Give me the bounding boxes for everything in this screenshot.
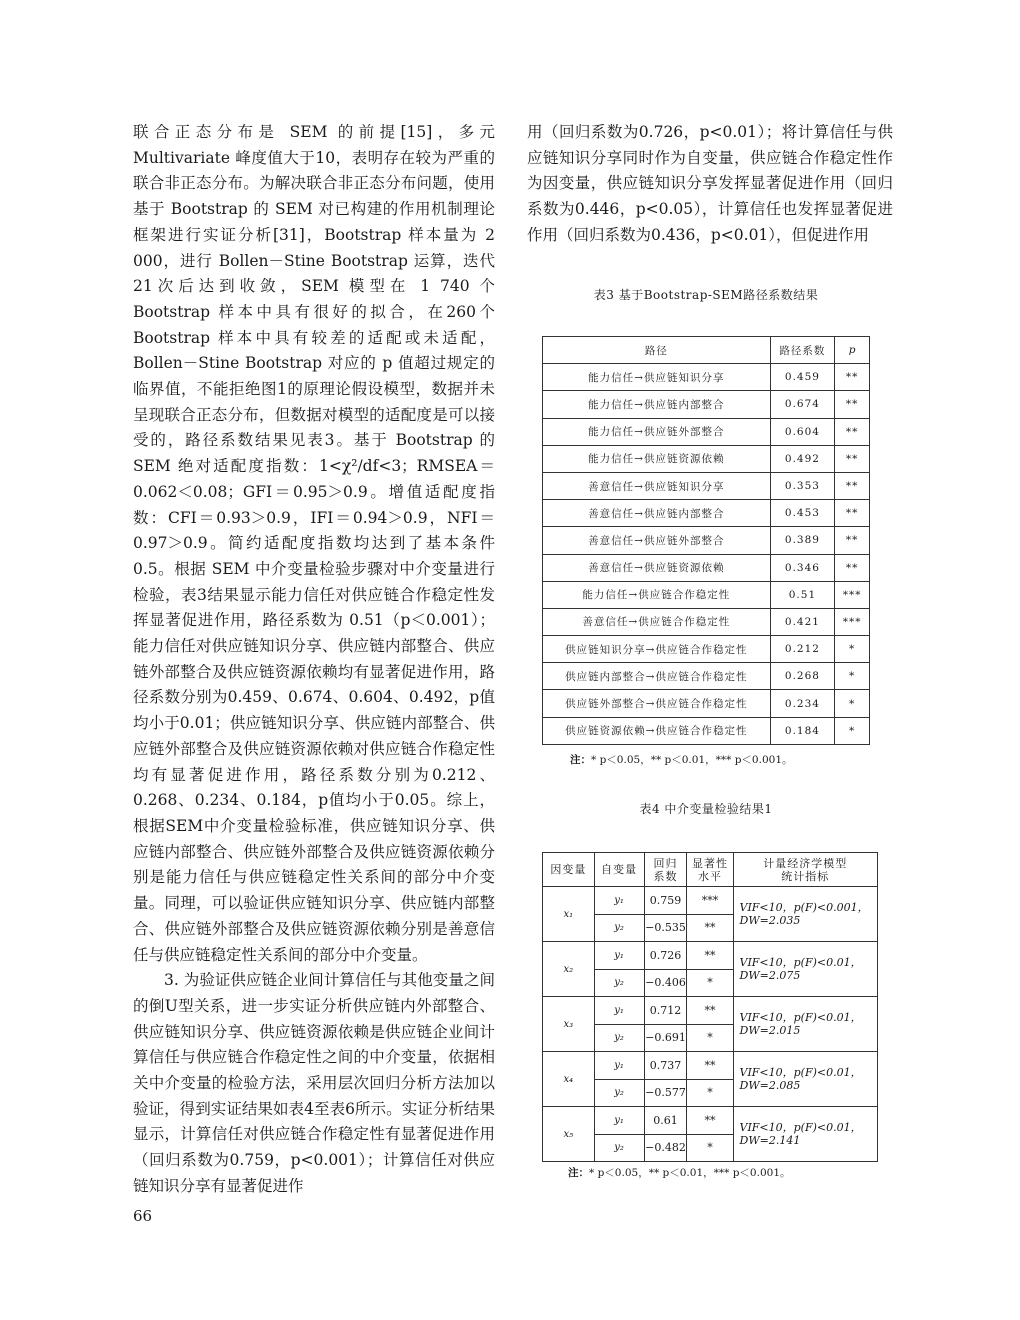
table3-caption: 表3 基于Bootstrap-SEM路径系数结果 bbox=[593, 288, 819, 302]
table4-cell-coef: −0.577 bbox=[644, 1079, 687, 1107]
table4-cell-dv: x₅ bbox=[543, 1107, 595, 1162]
table-row bbox=[543, 364, 870, 391]
table3-cell-path: 供应链内部整合→供应链合作稳定性 bbox=[543, 663, 771, 690]
table4-cell-coef: 0.759 bbox=[644, 887, 687, 915]
table-row bbox=[543, 445, 870, 472]
table4-cell-stat bbox=[733, 1107, 878, 1162]
table3-cell-path: 善意信任→供应链合作稳定性 bbox=[543, 608, 771, 635]
table4-stat-line: VIF<10，p(F)<0.01， bbox=[739, 1066, 862, 1079]
table4-header-coef: 回归 系数 bbox=[644, 853, 687, 887]
table3-cell-path: 能力信任→供应链知识分享 bbox=[543, 364, 771, 391]
table3-cell-p: * bbox=[835, 717, 870, 744]
table4-cell-coef: 0.61 bbox=[644, 1107, 687, 1135]
table4-cell-sig: * bbox=[687, 1134, 733, 1162]
table-row bbox=[543, 1052, 878, 1080]
table4-cell-sig: * bbox=[687, 969, 733, 997]
table4-caption: 表4 中介变量检验结果1 bbox=[639, 802, 773, 816]
table4-cell-sig: ** bbox=[687, 914, 733, 942]
table-row bbox=[543, 690, 870, 717]
table4-stat-line: VIF<10，p(F)<0.001， bbox=[739, 901, 869, 914]
table3-cell-p: ** bbox=[835, 364, 870, 391]
table4-stat-line: VIF<10，p(F)<0.01， bbox=[739, 956, 862, 969]
table3-cell-p: ** bbox=[835, 527, 870, 554]
table4-cell-sig: * bbox=[687, 1079, 733, 1107]
table3-cell-coef: 0.459 bbox=[770, 364, 835, 391]
table3-note-text: * p＜0.05，** p＜0.01，*** p＜0.001。 bbox=[591, 754, 793, 766]
table4-cell-coef: −0.482 bbox=[644, 1134, 687, 1162]
table3-cell-p: ** bbox=[835, 418, 870, 445]
table-row bbox=[543, 554, 870, 581]
body-paragraph-3: 用（回归系数为0.726，p<0.01）；将计算信任与供应链知识分享同时作为自变量，供应链合作稳定性作为因变量，供应链知识分享发挥显著促进作用（回归系数为0.446，p<0.05），计算信任也发挥显著促进作用（回归系数为0.436，p<0.01），但促进作用 bbox=[527, 123, 893, 244]
table4-cell-dv: x₂ bbox=[543, 942, 595, 997]
table4-cell-iv: y₁ bbox=[594, 1052, 644, 1080]
table-row bbox=[543, 500, 870, 527]
table4-cell-iv: y₁ bbox=[594, 1107, 644, 1135]
table3-cell-coef: 0.421 bbox=[770, 608, 835, 635]
table4-cell-coef: 0.726 bbox=[644, 942, 687, 970]
table4-cell-stat bbox=[733, 887, 878, 942]
table3-cell-coef: 0.212 bbox=[770, 636, 835, 663]
body-paragraph-2: 3. 为验证供应链企业间计算信任与其他变量之间的倒U型关系，进一步实证分析供应链内外部整合、供应链知识分享、供应链资源依赖是供应链企业间计算信任与供应链合作稳定性之间的中介变量，依据相关中介变量的检验方法，采用层次回归分析方法加以验证，得到实证结果如表4至表6所示。实证分析结果显示，计算信任对供应链合作稳定性有显著促进作用（回归系数为0.759，p<0.001）；计算信任对供应链知识分享有显著促进作 bbox=[133, 971, 495, 1195]
table4-note bbox=[568, 1165, 791, 1180]
table4-cell-sig: ** bbox=[687, 997, 733, 1025]
table3-body bbox=[543, 364, 870, 745]
page-number: 66 bbox=[133, 1207, 153, 1225]
table-row bbox=[543, 608, 870, 635]
table-row bbox=[543, 717, 870, 744]
table4-header-iv: 自变量 bbox=[594, 853, 644, 887]
table3-cell-coef: 0.51 bbox=[770, 581, 835, 608]
table3-cell-path: 供应链外部整合→供应链合作稳定性 bbox=[543, 690, 771, 717]
table4-stat-line: DW=2.035 bbox=[739, 914, 801, 927]
table4-stat-line: VIF<10，p(F)<0.01， bbox=[739, 1121, 862, 1134]
table4-cell-coef: 0.737 bbox=[644, 1052, 687, 1080]
table-row bbox=[543, 527, 870, 554]
table4-cell-dv: x₃ bbox=[543, 997, 595, 1052]
table4-cell-coef: −0.535 bbox=[644, 914, 687, 942]
table4-cell-iv: y₂ bbox=[594, 969, 644, 997]
table3-cell-p: * bbox=[835, 636, 870, 663]
table3-cell-coef: 0.234 bbox=[770, 690, 835, 717]
table4-stat-line: DW=2.085 bbox=[739, 1079, 801, 1092]
table4-cell-coef: 0.712 bbox=[644, 997, 687, 1025]
table4-header-sig: 显著性 水平 bbox=[687, 853, 733, 887]
table-row bbox=[543, 581, 870, 608]
table4-cell-iv: y₂ bbox=[594, 1079, 644, 1107]
table3-cell-coef: 0.453 bbox=[770, 500, 835, 527]
table4-cell-sig: *** bbox=[687, 887, 733, 915]
table4-cell-iv: y₂ bbox=[594, 1024, 644, 1052]
table3-cell-p: ** bbox=[835, 472, 870, 499]
table-row bbox=[543, 942, 878, 970]
table3-cell-p: * bbox=[835, 690, 870, 717]
table4-header-stat: 计量经济学模型 统计指标 bbox=[733, 853, 878, 887]
table3-note bbox=[570, 752, 793, 767]
table3-cell-coef: 0.268 bbox=[770, 663, 835, 690]
table4-note-label: 注： bbox=[568, 1167, 589, 1179]
table4-header-row bbox=[543, 853, 878, 887]
table4-note-text: * p＜0.05，** p＜0.01，*** p＜0.001。 bbox=[589, 1167, 791, 1179]
table4-cell-sig: ** bbox=[687, 942, 733, 970]
table3-cell-path: 能力信任→供应链外部整合 bbox=[543, 418, 771, 445]
table-row bbox=[543, 418, 870, 445]
table3 bbox=[542, 336, 870, 745]
table3-cell-coef: 0.353 bbox=[770, 472, 835, 499]
table4-cell-sig: * bbox=[687, 1024, 733, 1052]
table3-cell-path: 善意信任→供应链资源依赖 bbox=[543, 554, 771, 581]
table3-cell-coef: 0.389 bbox=[770, 527, 835, 554]
table4-cell-dv: x₁ bbox=[543, 887, 595, 942]
table4-stat-line: DW=2.075 bbox=[739, 969, 801, 982]
right-column bbox=[527, 120, 893, 249]
table-row bbox=[543, 887, 878, 915]
table3-cell-p: * bbox=[835, 663, 870, 690]
table4 bbox=[542, 852, 878, 1162]
table4-stat-line: DW=2.141 bbox=[739, 1134, 801, 1147]
table-row bbox=[543, 997, 878, 1025]
table4-cell-iv: y₁ bbox=[594, 887, 644, 915]
table4-cell-stat bbox=[733, 942, 878, 997]
table3-cell-p: ** bbox=[835, 445, 870, 472]
table3-cell-p: *** bbox=[835, 608, 870, 635]
table4-cell-dv: x₄ bbox=[543, 1052, 595, 1107]
table3-cell-coef: 0.346 bbox=[770, 554, 835, 581]
table3-header-coef: 路径系数 bbox=[770, 337, 835, 364]
table3-cell-coef: 0.184 bbox=[770, 717, 835, 744]
table3-cell-path: 能力信任→供应链资源依赖 bbox=[543, 445, 771, 472]
table4-header-dv: 因变量 bbox=[543, 853, 595, 887]
table-row bbox=[543, 391, 870, 418]
table-row bbox=[543, 636, 870, 663]
table4-cell-iv: y₁ bbox=[594, 942, 644, 970]
table3-cell-p: ** bbox=[835, 391, 870, 418]
table3-cell-p: *** bbox=[835, 581, 870, 608]
table4-stat-line: DW=2.015 bbox=[739, 1024, 801, 1037]
table-row bbox=[543, 1107, 878, 1135]
body-paragraph-1: 联合正态分布是 SEM 的前提[15]，多元 Multivariate 峰度值大于10，表明存在较为严重的联合非正态分布。为解决联合非正态分布问题，使用基于 Bootstrap 的 SEM 对已构建的作用机制理论框架进行实证分析[31]，Bootstrap 样本量为 2 000，进行 Bollen－Stine Bootstrap 运算，迭代21次后达到收敛，SEM 模型在 1 740 个 Bootstrap 样本中具有很好的拟合，在260个 Bootstrap 样本中具有较差的适配或未适配，Bollen－Stine Bootstrap 对应的 p 值超过规定的临界值，不能拒绝图1的原理论假设模型，数据并未呈现联合正态分布，但数据对模型的适配度是可以接受的，路径系数结果见表3。基于 Bootstrap 的 SEM 绝对适配度指数：1<χ²/df<3；RMSEA＝0.062＜0.08；GFI＝0.95＞0.9。增值适配度指数：CFI＝0.93＞0.9，IFI＝0.94＞0.9，NFI＝0.97＞0.9。简约适配度指数均达到了基本条件0.5。根据 SEM 中介变量检验步骤对中介变量进行检验，表3结果显示能力信任对供应链合作稳定性发挥显著促进作用，路径系数为 0.51（p＜0.001）；能力信任对供应链知识分享、供应链内部整合、供应链外部整合及供应链资源依赖均有显著促进作用，路径系数分别为0.459、0.674、0.604、0.492，p值均小于0.01；供应链知识分享、供应链内部整合、供应链外部整合及供应链资源依赖对供应链合作稳定性均有显著促进作用，路径系数分别为0.212、0.268、0.234、0.184，p值均小于0.05。综上，根据SEM中介变量检验标准，供应链知识分享、供应链内部整合、供应链外部整合及供应链资源依赖分别是能力信任与供应链稳定性关系间的部分中介变量。同理，可以验证供应链知识分享、供应链内部整合、供应链外部整合及供应链资源依赖分别是善意信任与供应链稳定性关系间的部分中介变量。 bbox=[133, 123, 495, 964]
table3-cell-path: 善意信任→供应链外部整合 bbox=[543, 527, 771, 554]
table-row bbox=[543, 663, 870, 690]
table4-stat-line: VIF<10，p(F)<0.01， bbox=[739, 1011, 862, 1024]
table4-cell-iv: y₁ bbox=[594, 997, 644, 1025]
table3-cell-p: ** bbox=[835, 500, 870, 527]
table4-body bbox=[543, 887, 878, 1162]
table4-cell-coef: −0.406 bbox=[644, 969, 687, 997]
table4-cell-sig: ** bbox=[687, 1107, 733, 1135]
table3-note-label: 注： bbox=[570, 754, 591, 766]
table3-header-p: p bbox=[835, 337, 870, 364]
table3-header-path: 路径 bbox=[543, 337, 771, 364]
table3-header-row bbox=[543, 337, 870, 364]
table3-cell-coef: 0.674 bbox=[770, 391, 835, 418]
table3-cell-coef: 0.604 bbox=[770, 418, 835, 445]
table3-cell-path: 能力信任→供应链内部整合 bbox=[543, 391, 771, 418]
table3-cell-path: 善意信任→供应链内部整合 bbox=[543, 500, 771, 527]
table4-cell-stat bbox=[733, 997, 878, 1052]
table4-cell-coef: −0.691 bbox=[644, 1024, 687, 1052]
table4-cell-iv: y₂ bbox=[594, 914, 644, 942]
left-column bbox=[133, 120, 495, 1200]
table4-cell-sig: ** bbox=[687, 1052, 733, 1080]
table-row bbox=[543, 472, 870, 499]
table3-cell-path: 供应链知识分享→供应链合作稳定性 bbox=[543, 636, 771, 663]
table3-cell-coef: 0.492 bbox=[770, 445, 835, 472]
table3-cell-path: 能力信任→供应链合作稳定性 bbox=[543, 581, 771, 608]
table3-cell-path: 供应链资源依赖→供应链合作稳定性 bbox=[543, 717, 771, 744]
table4-cell-stat bbox=[733, 1052, 878, 1107]
table3-cell-p: ** bbox=[835, 554, 870, 581]
table3-cell-path: 善意信任→供应链知识分享 bbox=[543, 472, 771, 499]
table4-cell-iv: y₂ bbox=[594, 1134, 644, 1162]
